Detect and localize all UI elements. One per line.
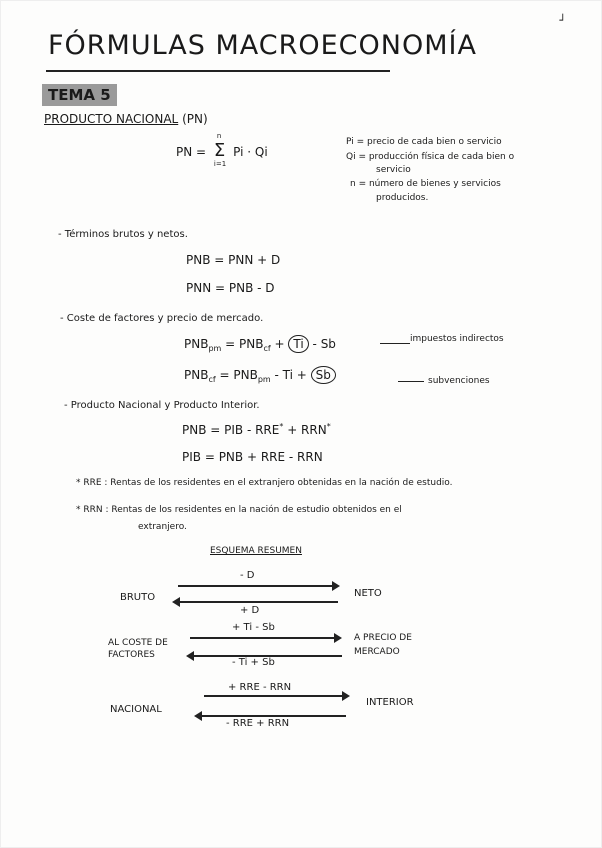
sum-upper: n <box>216 132 222 140</box>
pn-legend-2: Qi = producción física de cada bien o <box>346 152 515 162</box>
sb-connector-line <box>398 381 424 382</box>
pn-legend-4: n = número de bienes y servicios <box>350 179 501 189</box>
esquema-coste-2: FACTORES <box>108 650 155 660</box>
pn-formula-body: Pi · Qi <box>233 145 268 159</box>
coste-eq2-tail: - Ti + <box>274 368 307 382</box>
pn-heading-text: PRODUCTO NACIONAL <box>44 112 179 126</box>
pn-legend-3: servicio <box>376 165 411 175</box>
coste-eq2-lhs: PNB <box>184 368 209 382</box>
ti-circle: Ti <box>288 335 308 353</box>
note-rre: * RRE : Rentas de los residentes en el extranjero obtenidas en la nación de estudio. <box>76 478 453 488</box>
interior-eq1-star2: * <box>326 422 331 431</box>
esquema-precio-2: MERCADO <box>354 647 400 657</box>
pn-heading-abbr: (PN) <box>182 112 208 126</box>
coste-eq-2 <box>184 366 336 384</box>
coste-eq1-note: impuestos indirectos <box>410 334 504 344</box>
esquema-r2-right-arrow <box>190 637 340 639</box>
sum-symbol: Σ <box>213 140 226 161</box>
coste-eq-1 <box>184 335 336 353</box>
esquema-interior: INTERIOR <box>366 697 414 708</box>
esquema-r3-top-label: + RRE - RRN <box>228 682 292 693</box>
esquema-nacional: NACIONAL <box>110 704 162 715</box>
sb-circle: Sb <box>311 366 336 384</box>
esquema-r1-top-label: - D <box>240 570 255 581</box>
interior-eq-1 <box>182 423 331 437</box>
coste-eq1-mid-sub: cf <box>263 344 271 353</box>
interior-eq1-tail: + RRN <box>287 423 327 437</box>
coste-eq1-plus: + <box>274 337 285 351</box>
esquema-r1-left-arrow <box>174 601 338 603</box>
coste-eq2-lhs-sub: cf <box>208 375 216 384</box>
corner-mark: ┘ <box>559 14 566 27</box>
title-underline <box>46 70 390 72</box>
esquema-bruto: BRUTO <box>120 592 156 603</box>
esquema-neto: NETO <box>354 588 382 599</box>
note-rrn-line-2: extranjero. <box>138 522 187 532</box>
coste-eq2-mid-sub: pm <box>257 375 271 384</box>
ti-connector-line <box>380 343 410 344</box>
coste-eq2-mid: = PNB <box>219 368 258 382</box>
esquema-r1-right-arrow <box>178 585 338 587</box>
pn-heading <box>44 112 208 126</box>
interior-eq1-main: PNB = PIB - RRE <box>182 423 280 437</box>
esquema-r2-top-label: + Ti - Sb <box>232 622 275 633</box>
coste-eq1-lhs-sub: pm <box>208 344 222 353</box>
esquema-r3-bottom-label: - RRE + RRN <box>226 718 290 729</box>
esquema-r1-bottom-label: + D <box>240 605 260 616</box>
pn-formula <box>176 132 268 168</box>
terminos-eq-2: PNN = PNB - D <box>186 281 275 295</box>
coste-heading: - Coste de factores y precio de mercado. <box>60 313 264 324</box>
pn-formula-lhs: PN = <box>176 145 207 159</box>
coste-eq1-lhs: PNB <box>184 337 209 351</box>
coste-eq2-note: subvenciones <box>428 376 490 386</box>
interior-eq1-star: * <box>279 422 284 431</box>
coste-eq1-mid: = PNB <box>225 337 264 351</box>
pn-legend-1: Pi = precio de cada bien o servicio <box>346 137 502 147</box>
sum-lower: i=1 <box>213 160 227 168</box>
esquema-r3-right-arrow <box>204 695 348 697</box>
esquema-coste-1: AL COSTE DE <box>108 638 168 648</box>
interior-eq-2: PIB = PNB + RRE - RRN <box>182 450 323 464</box>
esquema-r2-bottom-label: - Ti + Sb <box>232 657 275 668</box>
pn-legend-5: producidos. <box>376 193 429 203</box>
coste-eq1-tail: - Sb <box>312 337 336 351</box>
terminos-eq-1: PNB = PNN + D <box>186 253 281 267</box>
esquema-r3-left-arrow <box>196 715 346 717</box>
tema-label: TEMA 5 <box>42 84 117 106</box>
esquema-title: ESQUEMA RESUMEN <box>210 546 302 556</box>
interior-heading: - Producto Nacional y Producto Interior. <box>64 400 260 411</box>
terminos-heading: - Términos brutos y netos. <box>58 229 188 240</box>
esquema-precio-1: A PRECIO DE <box>354 633 412 643</box>
page-title: FÓRMULAS MACROECONOMÍA <box>48 30 477 61</box>
note-rrn-line-1: * RRN : Rentas de los residentes en la nación de estudio obtenidos en el <box>76 505 402 515</box>
